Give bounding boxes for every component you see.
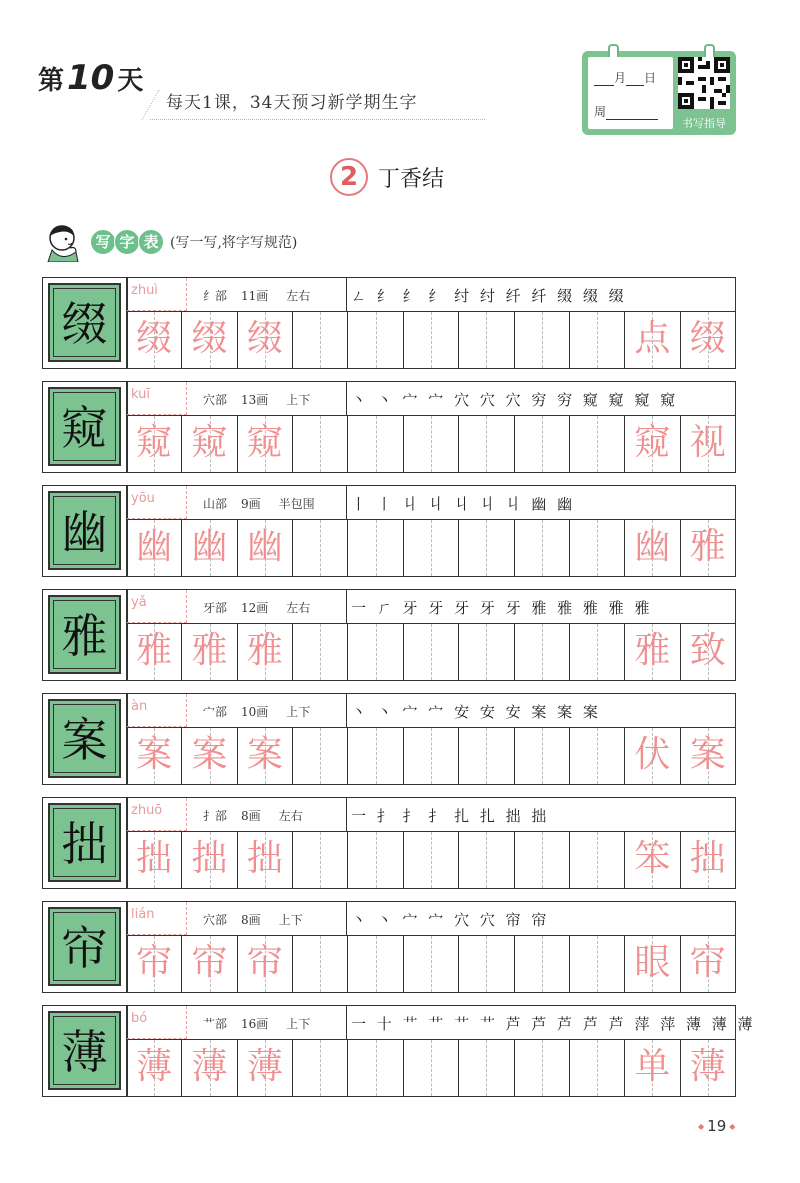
model-char: 案: [61, 713, 108, 767]
trace-char: 帘: [246, 942, 283, 983]
char-row: [42, 277, 736, 369]
structure: 左右: [286, 601, 311, 615]
pinyin: bó: [131, 1011, 148, 1026]
stroke-sequence: 一 扌 扌 扌 扎 扎 拙 拙: [351, 807, 550, 825]
practice-cell[interactable]: [238, 1040, 293, 1096]
pinyin: kuī: [131, 387, 150, 402]
pinyin: zhuì: [131, 283, 158, 298]
model-char: 缀: [61, 297, 108, 351]
trace-char: 缀: [191, 318, 228, 359]
trace-char: 薄: [136, 1046, 173, 1087]
practice-cell[interactable]: [293, 312, 348, 368]
radical: 穴部: [203, 913, 228, 927]
structure: 半包围: [278, 497, 315, 511]
practice-grid: [127, 312, 735, 368]
practice-cell[interactable]: [570, 312, 625, 368]
practice-cell[interactable]: [515, 936, 570, 992]
practice-cell[interactable]: [459, 312, 514, 368]
practice-grid: [127, 1040, 735, 1096]
trace-char: 窥: [191, 422, 228, 463]
practice-cell[interactable]: [681, 624, 735, 680]
stroke-count: 8画: [241, 913, 261, 927]
char-info: [203, 1015, 324, 1032]
stroke-sequence: 丶 丶 宀 宀 穴 穴 帘 帘: [351, 911, 550, 929]
practice-cell[interactable]: [348, 728, 403, 784]
pinyin-box: [127, 486, 187, 519]
practice-cell[interactable]: [459, 728, 514, 784]
trace-char: 雅: [136, 630, 173, 671]
practice-cell[interactable]: [625, 1040, 680, 1096]
pinyin-box: [127, 798, 187, 831]
practice-cell[interactable]: [293, 520, 348, 576]
practice-cell[interactable]: [238, 416, 293, 472]
practice-cell[interactable]: [404, 416, 459, 472]
practice-cell[interactable]: [127, 832, 182, 888]
practice-cell[interactable]: [459, 520, 514, 576]
trace-char: 致: [689, 630, 726, 671]
practice-cell[interactable]: [570, 624, 625, 680]
practice-cell[interactable]: [570, 1040, 625, 1096]
pinyin-box: [127, 382, 187, 415]
trace-char: 薄: [689, 1046, 726, 1087]
practice-cell[interactable]: [348, 1040, 403, 1096]
practice-cell[interactable]: [404, 936, 459, 992]
trace-char: 缀: [136, 318, 173, 359]
model-char: 薄: [61, 1025, 108, 1079]
pinyin-box: [127, 1006, 187, 1039]
practice-cell[interactable]: [348, 312, 403, 368]
page-number: ◆ 19 ◆: [695, 1117, 738, 1135]
trace-char: 窥: [246, 422, 283, 463]
model-char-box: [48, 907, 121, 986]
trace-char: 笨: [634, 838, 671, 879]
practice-cell[interactable]: [238, 728, 293, 784]
model-char: 窥: [61, 401, 108, 455]
stroke-count: 16画: [241, 1017, 269, 1031]
char-row: [42, 1005, 756, 1097]
model-char-box: [48, 595, 121, 674]
practice-cell[interactable]: [625, 728, 680, 784]
char-info: [203, 599, 324, 616]
practice-cell[interactable]: [404, 1040, 459, 1096]
day-label: 日: [644, 71, 657, 85]
radical: 穴部: [203, 393, 228, 407]
char-info: [203, 703, 324, 720]
char-row: [42, 693, 736, 785]
stroke-count: 9画: [241, 497, 261, 511]
practice-cell[interactable]: [459, 832, 514, 888]
stroke-count: 11画: [241, 289, 269, 303]
practice-grid: [127, 520, 735, 576]
stroke-sequence: ㄥ 纟 纟 纟 纣 纣 纤 纤 缀 缀 缀: [351, 287, 627, 305]
practice-cell[interactable]: [348, 624, 403, 680]
section-badges: [90, 229, 162, 255]
trace-char: 薄: [246, 1046, 283, 1087]
child-thinking-icon: [42, 222, 88, 262]
trace-char: 伏: [634, 734, 671, 775]
char-row: [42, 485, 736, 577]
practice-cell[interactable]: [127, 1040, 182, 1096]
structure: 上下: [286, 705, 311, 719]
trace-char: 帘: [191, 942, 228, 983]
model-char: 拙: [61, 817, 108, 871]
day-suffix: 天: [117, 66, 144, 96]
practice-cell[interactable]: [348, 520, 403, 576]
practice-cell[interactable]: [293, 832, 348, 888]
practice-cell[interactable]: [625, 936, 680, 992]
structure: 左右: [278, 809, 303, 823]
practice-grid: [127, 832, 735, 888]
practice-cell[interactable]: [459, 936, 514, 992]
practice-cell[interactable]: [182, 416, 237, 472]
stroke-count: 8画: [241, 809, 261, 823]
trace-char: 窥: [634, 422, 671, 463]
day-title: [38, 58, 143, 98]
radical: 宀部: [203, 705, 228, 719]
practice-cell[interactable]: [681, 312, 735, 368]
date-fields: [588, 57, 673, 129]
radical: 山部: [203, 497, 228, 511]
practice-cell[interactable]: [515, 416, 570, 472]
practice-cell[interactable]: [293, 728, 348, 784]
lesson-number: 2: [330, 158, 368, 196]
trace-char: 单: [634, 1046, 671, 1087]
char-info: [203, 495, 329, 512]
char-info: [203, 911, 317, 928]
practice-cell[interactable]: [570, 832, 625, 888]
practice-cell[interactable]: [681, 832, 735, 888]
radical: 扌部: [203, 809, 228, 823]
practice-cell[interactable]: [515, 312, 570, 368]
practice-cell[interactable]: [625, 832, 680, 888]
section-badge: 表: [138, 229, 164, 255]
practice-cell[interactable]: [625, 312, 680, 368]
practice-cell[interactable]: [238, 936, 293, 992]
lesson-name: 丁香结: [378, 166, 445, 192]
qr-label: 书写指导: [682, 117, 726, 130]
practice-cell[interactable]: [182, 936, 237, 992]
model-char-box: [48, 1011, 121, 1090]
section-header: [42, 222, 297, 262]
model-char-box: [48, 803, 121, 882]
trace-char: 案: [136, 734, 173, 775]
pinyin-box: [127, 694, 187, 727]
char-row: [42, 381, 736, 473]
structure: 左右: [286, 289, 311, 303]
practice-cell[interactable]: [515, 520, 570, 576]
model-char-box: [48, 491, 121, 570]
stroke-count: 13画: [241, 393, 269, 407]
practice-cell[interactable]: [625, 416, 680, 472]
model-char: 幽: [61, 505, 108, 559]
pinyin: àn: [131, 699, 148, 714]
practice-cell[interactable]: [681, 416, 735, 472]
pinyin-box: [127, 590, 187, 623]
practice-cell[interactable]: [570, 728, 625, 784]
practice-grid: [127, 936, 735, 992]
stroke-sequence: 丶 丶 宀 宀 安 安 安 案 案 案: [351, 703, 601, 721]
trace-char: 拙: [689, 838, 726, 879]
trace-char: 幽: [191, 526, 228, 567]
month-label: 月: [614, 71, 627, 85]
trace-char: 薄: [191, 1046, 228, 1087]
section-badge: 字: [114, 229, 140, 255]
section-note: (写一写,将字写规范): [170, 235, 298, 251]
section-badge: 写: [90, 229, 116, 255]
practice-cell[interactable]: [127, 520, 182, 576]
char-info: [203, 807, 317, 824]
practice-cell[interactable]: [348, 936, 403, 992]
practice-cell[interactable]: [127, 416, 182, 472]
trace-char: 雅: [246, 630, 283, 671]
practice-cell[interactable]: [293, 936, 348, 992]
trace-char: 雅: [689, 526, 726, 567]
trace-char: 拙: [136, 838, 173, 879]
trace-char: 拙: [246, 838, 283, 879]
day-blank[interactable]: [626, 85, 644, 86]
char-row: [42, 589, 736, 681]
practice-cell[interactable]: [182, 624, 237, 680]
practice-cell[interactable]: [570, 936, 625, 992]
trace-char: 点: [634, 318, 671, 359]
qr-code-icon[interactable]: [678, 57, 730, 109]
practice-cell[interactable]: [182, 312, 237, 368]
practice-cell[interactable]: [515, 624, 570, 680]
page-subtitle: 每天1课，34天预习新学期生字: [150, 88, 485, 120]
week-blank[interactable]: [606, 119, 658, 120]
practice-cell[interactable]: [515, 832, 570, 888]
stroke-sequence: 一 十 艹 艹 艹 艹 芦 芦 芦 芦 芦 萍 萍 薄 薄 薄: [351, 1015, 756, 1033]
day-number: 10: [67, 58, 115, 98]
stroke-count: 10画: [241, 705, 269, 719]
practice-cell[interactable]: [459, 624, 514, 680]
trace-char: 缀: [689, 318, 726, 359]
structure: 上下: [286, 393, 311, 407]
trace-char: 帘: [689, 942, 726, 983]
radical: 牙部: [203, 601, 228, 615]
practice-cell[interactable]: [404, 832, 459, 888]
practice-cell[interactable]: [182, 1040, 237, 1096]
practice-cell[interactable]: [404, 624, 459, 680]
practice-cell[interactable]: [681, 520, 735, 576]
practice-cell[interactable]: [515, 728, 570, 784]
practice-grid: [127, 624, 735, 680]
pinyin-box: [127, 278, 187, 311]
stroke-sequence: 丶 丶 宀 宀 穴 穴 穴 穷 穷 窥 窥 窥 窥: [351, 391, 679, 409]
char-info: [203, 391, 324, 408]
model-char-box: [48, 387, 121, 466]
char-row: [42, 797, 736, 889]
practice-cell[interactable]: [681, 728, 735, 784]
radical: 纟部: [203, 289, 228, 303]
structure: 上下: [278, 913, 303, 927]
practice-cell[interactable]: [625, 520, 680, 576]
model-char-box: [48, 283, 121, 362]
practice-cell[interactable]: [404, 520, 459, 576]
practice-cell[interactable]: [293, 416, 348, 472]
practice-cell[interactable]: [127, 624, 182, 680]
pinyin-box: [127, 902, 187, 935]
radical: 艹部: [203, 1017, 228, 1031]
practice-grid: [127, 416, 735, 472]
practice-cell[interactable]: [459, 416, 514, 472]
pinyin: zhuō: [131, 803, 163, 818]
practice-cell[interactable]: [404, 728, 459, 784]
trace-char: 雅: [191, 630, 228, 671]
stroke-sequence: 一 ㄏ 牙 牙 牙 牙 牙 雅 雅 雅 雅 雅: [351, 599, 653, 617]
char-info: [203, 287, 324, 304]
model-char-box: [48, 699, 121, 778]
week-label: 周: [594, 105, 607, 119]
practice-cell[interactable]: [293, 1040, 348, 1096]
stroke-count: 12画: [241, 601, 269, 615]
trace-char: 缀: [246, 318, 283, 359]
trace-char: 窥: [136, 422, 173, 463]
practice-cell[interactable]: [459, 1040, 514, 1096]
month-blank[interactable]: [594, 85, 614, 86]
trace-char: 幽: [634, 526, 671, 567]
lesson-title: [330, 157, 444, 197]
practice-cell[interactable]: [625, 624, 680, 680]
trace-char: 视: [689, 422, 726, 463]
practice-cell[interactable]: [570, 520, 625, 576]
practice-grid: [127, 728, 735, 784]
trace-char: 案: [246, 734, 283, 775]
structure: 上下: [286, 1017, 311, 1031]
practice-cell[interactable]: [515, 1040, 570, 1096]
practice-cell[interactable]: [182, 832, 237, 888]
practice-cell[interactable]: [681, 1040, 735, 1096]
stroke-sequence: 丨 丨 丩 丩 丩 丩 丩 幽 幽: [351, 495, 576, 513]
practice-cell[interactable]: [404, 312, 459, 368]
trace-char: 幽: [136, 526, 173, 567]
practice-cell[interactable]: [127, 312, 182, 368]
model-char: 雅: [61, 609, 108, 663]
trace-char: 案: [191, 734, 228, 775]
trace-char: 拙: [191, 838, 228, 879]
model-char: 帘: [61, 921, 108, 975]
char-row: [42, 901, 736, 993]
practice-cell[interactable]: [127, 728, 182, 784]
practice-cell[interactable]: [182, 728, 237, 784]
practice-cell[interactable]: [293, 624, 348, 680]
practice-cell[interactable]: [238, 312, 293, 368]
date-box: [582, 51, 736, 135]
trace-char: 雅: [634, 630, 671, 671]
trace-char: 案: [689, 734, 726, 775]
trace-char: 帘: [136, 942, 173, 983]
practice-cell[interactable]: [238, 832, 293, 888]
practice-cell[interactable]: [570, 416, 625, 472]
practice-cell[interactable]: [348, 416, 403, 472]
trace-char: 眼: [634, 942, 671, 983]
practice-cell[interactable]: [238, 624, 293, 680]
practice-cell[interactable]: [127, 936, 182, 992]
practice-cell[interactable]: [681, 936, 735, 992]
practice-cell[interactable]: [348, 832, 403, 888]
pinyin: yǎ: [131, 595, 147, 610]
pinyin: lián: [131, 907, 155, 922]
pinyin: yōu: [131, 491, 155, 506]
practice-cell[interactable]: [182, 520, 237, 576]
trace-char: 幽: [246, 526, 283, 567]
day-prefix: 第: [38, 66, 65, 96]
practice-cell[interactable]: [238, 520, 293, 576]
